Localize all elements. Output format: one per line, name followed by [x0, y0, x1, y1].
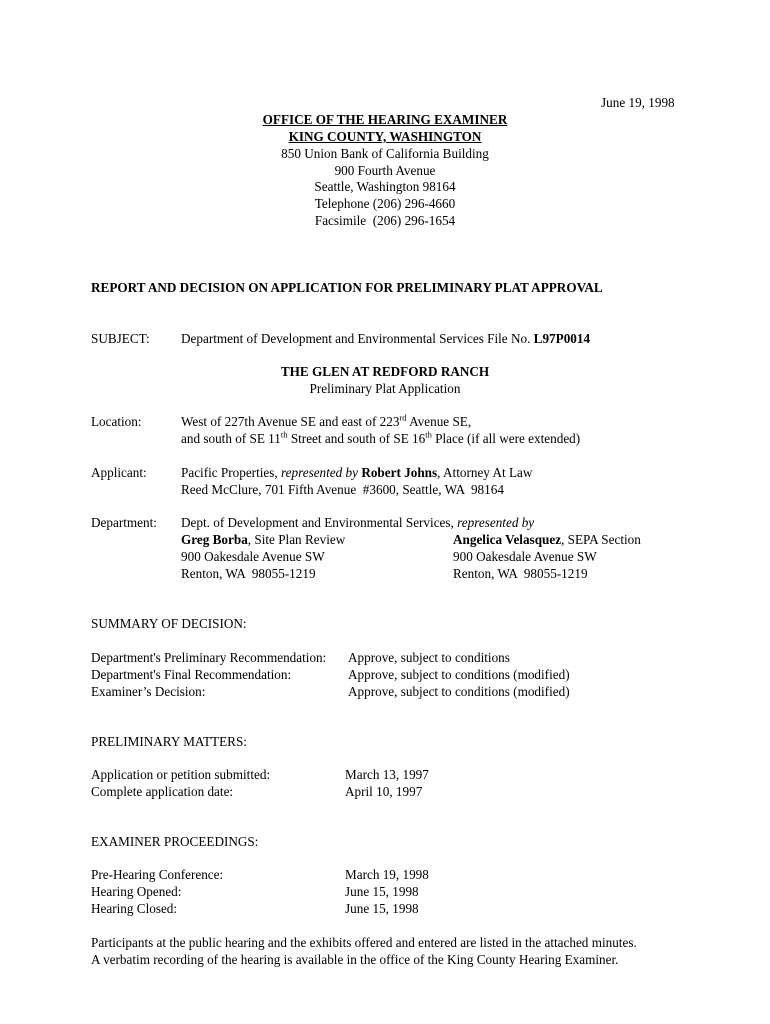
summary-row-value: Approve, subject to conditions	[348, 650, 510, 665]
proceedings-row-value: June 15, 1998	[345, 901, 419, 916]
report-title: REPORT AND DECISION ON APPLICATION FOR PRELIMINARY PLAT APPROVAL	[91, 280, 603, 295]
location-label: Location:	[91, 414, 142, 429]
office-address-line: Seattle, Washington 98164	[314, 179, 456, 194]
applicant-address: Reed McClure, 701 Fifth Avenue #3600, Seattle, WA 98164	[181, 482, 504, 497]
preliminary-heading: PRELIMINARY MATTERS:	[91, 734, 247, 749]
office-facsimile: Facsimile (206) 296-1654	[314, 213, 456, 228]
summary-heading: SUMMARY OF DECISION:	[91, 616, 247, 631]
department-line-1: Dept. of Development and Environmental Services, represented by	[181, 515, 535, 530]
office-address-line: 850 Union Bank of California Building	[281, 146, 489, 161]
department-right-address-1: 900 Oakesdale Avenue SW	[453, 549, 597, 564]
summary-row-value: Approve, subject to conditions (modified)	[348, 684, 570, 699]
applicant-label: Applicant:	[91, 465, 147, 480]
proceedings-row-label: Hearing Closed:	[91, 901, 178, 916]
proceedings-row-value: June 15, 1998	[345, 884, 419, 899]
subject-label: SUBJECT:	[91, 331, 150, 346]
project-name: THE GLEN AT REDFORD RANCH	[280, 364, 490, 379]
closing-line-1: Participants at the public hearing and the exhibits offered and entered are listed in the attached minutes.	[91, 935, 637, 950]
department-label: Department:	[91, 515, 157, 530]
applicant-line-1: Pacific Properties, represented by Robert Johns, Attorney At Law	[181, 465, 533, 480]
preliminary-row-value: March 13, 1997	[345, 767, 429, 782]
department-left-address-1: 900 Oakesdale Avenue SW	[181, 549, 325, 564]
file-number: L97P0014	[533, 331, 591, 346]
proceedings-row-label: Hearing Opened:	[91, 884, 182, 899]
office-address-line: 900 Fourth Avenue	[334, 163, 436, 178]
office-telephone: Telephone (206) 296-4660	[314, 196, 456, 211]
office-title: OFFICE OF THE HEARING EXAMINER	[262, 112, 508, 127]
county-title: KING COUNTY, WASHINGTON	[288, 129, 482, 144]
summary-row-value: Approve, subject to conditions (modified)	[348, 667, 570, 682]
department-right-address-2: Renton, WA 98055-1219	[453, 566, 588, 581]
closing-line-2: A verbatim recording of the hearing is available in the office of the King County Hearing Examiner.	[91, 952, 619, 967]
proceedings-row-value: March 19, 1998	[345, 867, 429, 882]
summary-row-label: Examiner’s Decision:	[91, 684, 206, 699]
summary-row-label: Department's Preliminary Recommendation:	[91, 650, 327, 665]
location-line-1: West of 227th Avenue SE and east of 223rd Avenue SE,	[181, 412, 472, 429]
proceedings-row-label: Pre-Hearing Conference:	[91, 867, 224, 882]
location-line-2: and south of SE 11th Street and south of SE 16th Place (if all were extended)	[181, 429, 581, 446]
summary-row-label: Department's Final Recommendation:	[91, 667, 292, 682]
department-left-address-2: Renton, WA 98055-1219	[181, 566, 316, 581]
applicant-representative: Robert Johns	[361, 465, 438, 480]
department-contact-left: Greg Borba, Site Plan Review	[181, 532, 346, 547]
document-date: June 19, 1998	[601, 95, 675, 110]
subject-text: Department of Development and Environmental Services File No. L97P0014	[181, 331, 591, 346]
department-contact-right: Angelica Velasquez, SEPA Section	[453, 532, 641, 547]
preliminary-row-label: Complete application date:	[91, 784, 234, 799]
project-type: Preliminary Plat Application	[309, 381, 461, 396]
proceedings-heading: EXAMINER PROCEEDINGS:	[91, 834, 259, 849]
preliminary-row-label: Application or petition submitted:	[91, 767, 271, 782]
preliminary-row-value: April 10, 1997	[345, 784, 423, 799]
